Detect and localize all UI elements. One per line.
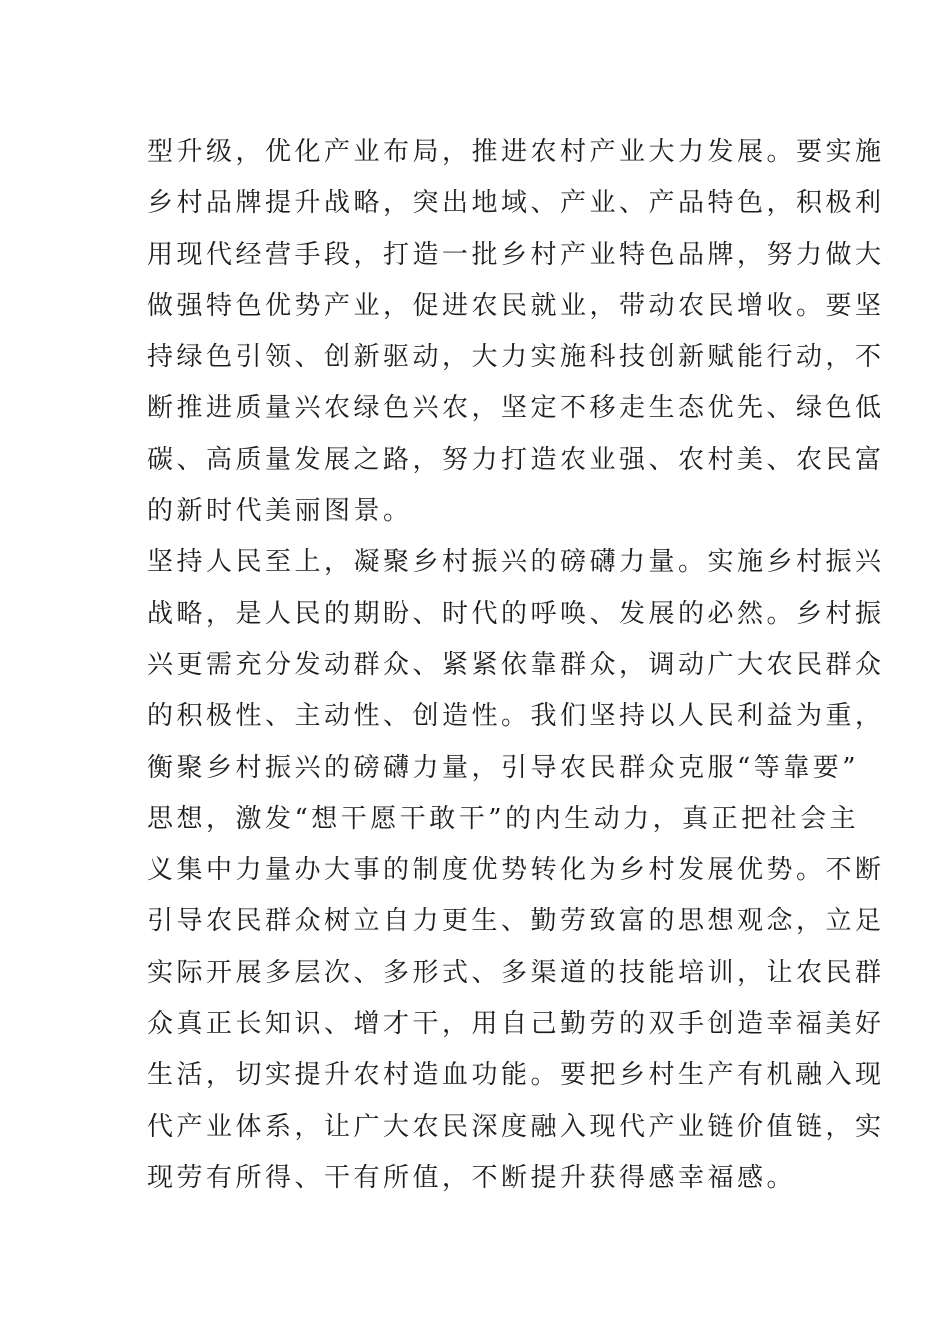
text-line: 生活，切实提升农村造血功能。要把乡村生产有机融入现: [147, 1060, 885, 1091]
text-line: 引导农民群众树立自力更生、勤劳致富的思想观念，立足: [147, 906, 885, 937]
text-line: 的积极性、主动性、创造性。我们坚持以人民利益为重，: [147, 701, 885, 732]
text-line: 乡村品牌提升战略，突出地域、产业、产品特色，积极利: [147, 188, 885, 219]
text-line: 坚持人民至上，凝聚乡村振兴的磅礴力量。实施乡村振兴: [147, 547, 885, 578]
text-line: 持绿色引领、创新驱动，大力实施科技创新赋能行动，不: [147, 342, 885, 373]
body-text: [147, 127, 885, 1204]
text-line: 众真正长知识、增才干，用自己勤劳的双手创造幸福美好: [147, 1009, 885, 1040]
text-line: 用现代经营手段，打造一批乡村产业特色品牌，努力做大: [147, 239, 885, 270]
text-line: 现劳有所得、干有所值，不断提升获得感幸福感。: [147, 1162, 797, 1193]
text-line: 义集中力量办大事的制度优势转化为乡村发展优势。不断: [147, 855, 885, 886]
text-line: 碳、高质量发展之路，努力打造农业强、农村美、农民富: [147, 444, 885, 475]
text-line: 衡聚乡村振兴的磅礴力量，引导农民群众克服“等靠要”: [147, 752, 860, 783]
text-line: 思想，激发“想干愿干敢干”的内生动力，真正把社会主: [147, 803, 860, 834]
text-line: 断推进质量兴农绿色兴农，坚定不移走生态优先、绿色低: [147, 393, 885, 424]
text-line: 代产业体系，让广大农民深度融入现代产业链价值链，实: [147, 1111, 885, 1142]
text-line: 实际开展多层次、多形式、多渠道的技能培训，让农民群: [147, 957, 885, 988]
paragraph-1: [147, 127, 885, 537]
text-line: 型升级，优化产业布局，推进农村产业大力发展。要实施: [147, 137, 885, 167]
text-line: 的新时代美丽图景。: [147, 496, 413, 527]
text-line: 做强特色优势产业，促进农民就业，带动农民增收。要坚: [147, 290, 885, 321]
paragraph-2: [147, 537, 885, 1204]
text-line: 战略，是人民的期盼、时代的呼唤、发展的必然。乡村振: [147, 598, 885, 629]
text-line: 兴更需充分发动群众、紧紧依靠群众，调动广大农民群众: [147, 649, 885, 680]
